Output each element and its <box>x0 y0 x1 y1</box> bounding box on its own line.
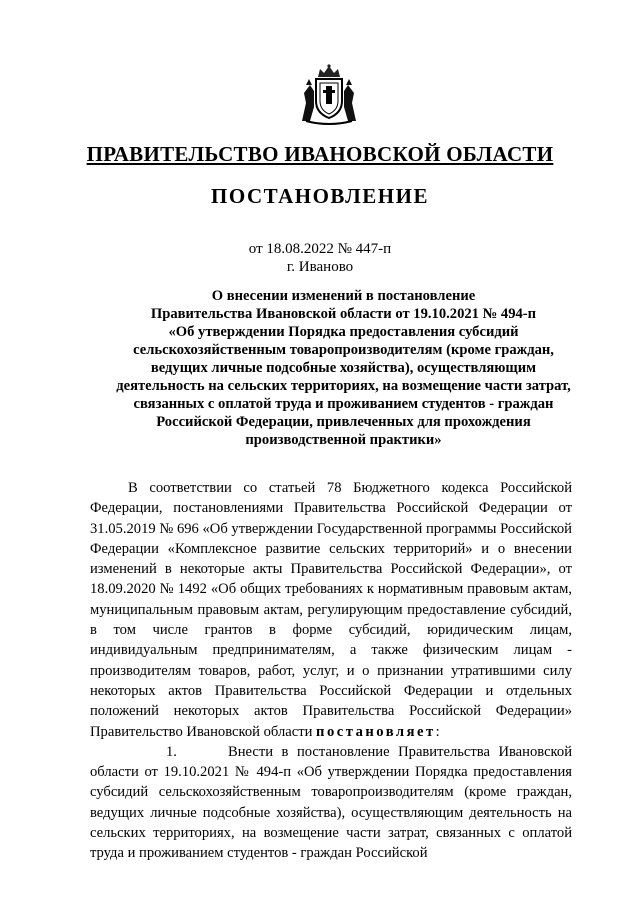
subject-line: О внесении изменений в постановление <box>211 288 476 304</box>
preamble-paragraph <box>90 478 572 742</box>
resolves-word: постановляет <box>316 723 436 740</box>
government-title: ПРАВИТЕЛЬСТВО ИВАНОВСКОЙ ОБЛАСТИ <box>86 142 554 166</box>
subject-line: производственной практики» <box>245 432 442 448</box>
subject-line: Российской Федерации, привлеченных для прохождения <box>156 414 531 430</box>
coat-of-arms-emblem <box>296 63 362 125</box>
city: г. Иваново <box>286 259 354 275</box>
subject-line: ведущих личные подсобные хозяйства), осуществляющим <box>150 360 537 376</box>
item-1-number: 1. <box>166 743 177 760</box>
document-kind: ПОСТАНОВЛЕНИЕ <box>211 184 429 208</box>
preamble-text: В соответствии со статьей 78 Бюджетного кодекса Российской Федерации, постановлениями Правительства Российской Федерации от 31.05.2019 № 696 «Об утверждении Государственной программы Российской Федерации «Комплексное развитие сельских территорий» и о внесении изменений в некоторые акты Правительства Российской Федерации», от 18.09.2020 № 1492 «Об общих требованиях к нормативным правовым актам, муниципальным правовым актам, регулирующим предоставление субсидий, в том числе грантов в форме субсидий, юридическим лицам, индивидуальным предпринимателям, а также физическим лицам - производителям товаров, работ, услуг, и о признании утратившими силу некоторых актов Правительства Российской Федерации и отдельных положений некоторых актов Правительства Российской Федерации» Правительство Ивановской области <box>90 480 572 740</box>
document-body <box>90 478 572 864</box>
subject-line: «Об утверждении Порядка предоставления субсидий <box>168 324 519 340</box>
subject-line: деятельность на сельских территориях, на возмещение части затрат, <box>116 378 571 394</box>
document-subject <box>115 287 572 449</box>
date-number: от 18.08.2022 № 447-п <box>248 241 392 257</box>
subject-line: связанных с оплатой труда и проживанием студентов - граждан <box>133 396 554 412</box>
document-meta <box>0 240 640 276</box>
coat-of-arms-icon <box>296 63 362 125</box>
subject-line: сельскохозяйственным товаропроизводителям (кроме граждан, <box>133 342 554 358</box>
resolves-colon: : <box>435 723 440 740</box>
item-1-text: Внести в постановление Правительства Ивановской области от 19.10.2021 № 494-п «Об утверждении Порядка предоставления субсидий сельскохозяйственным товаропроизводителям (кроме граждан, ведущих личные подсобные хозяйства), осуществляющим деятельность на сельских территориях, на возмещение части затрат, связанных с оплатой труда и проживанием студентов - граждан Российской <box>90 743 573 862</box>
item-1-paragraph <box>90 742 572 864</box>
subject-line: Правительства Ивановской области от 19.10.2021 № 494-п <box>150 306 537 322</box>
